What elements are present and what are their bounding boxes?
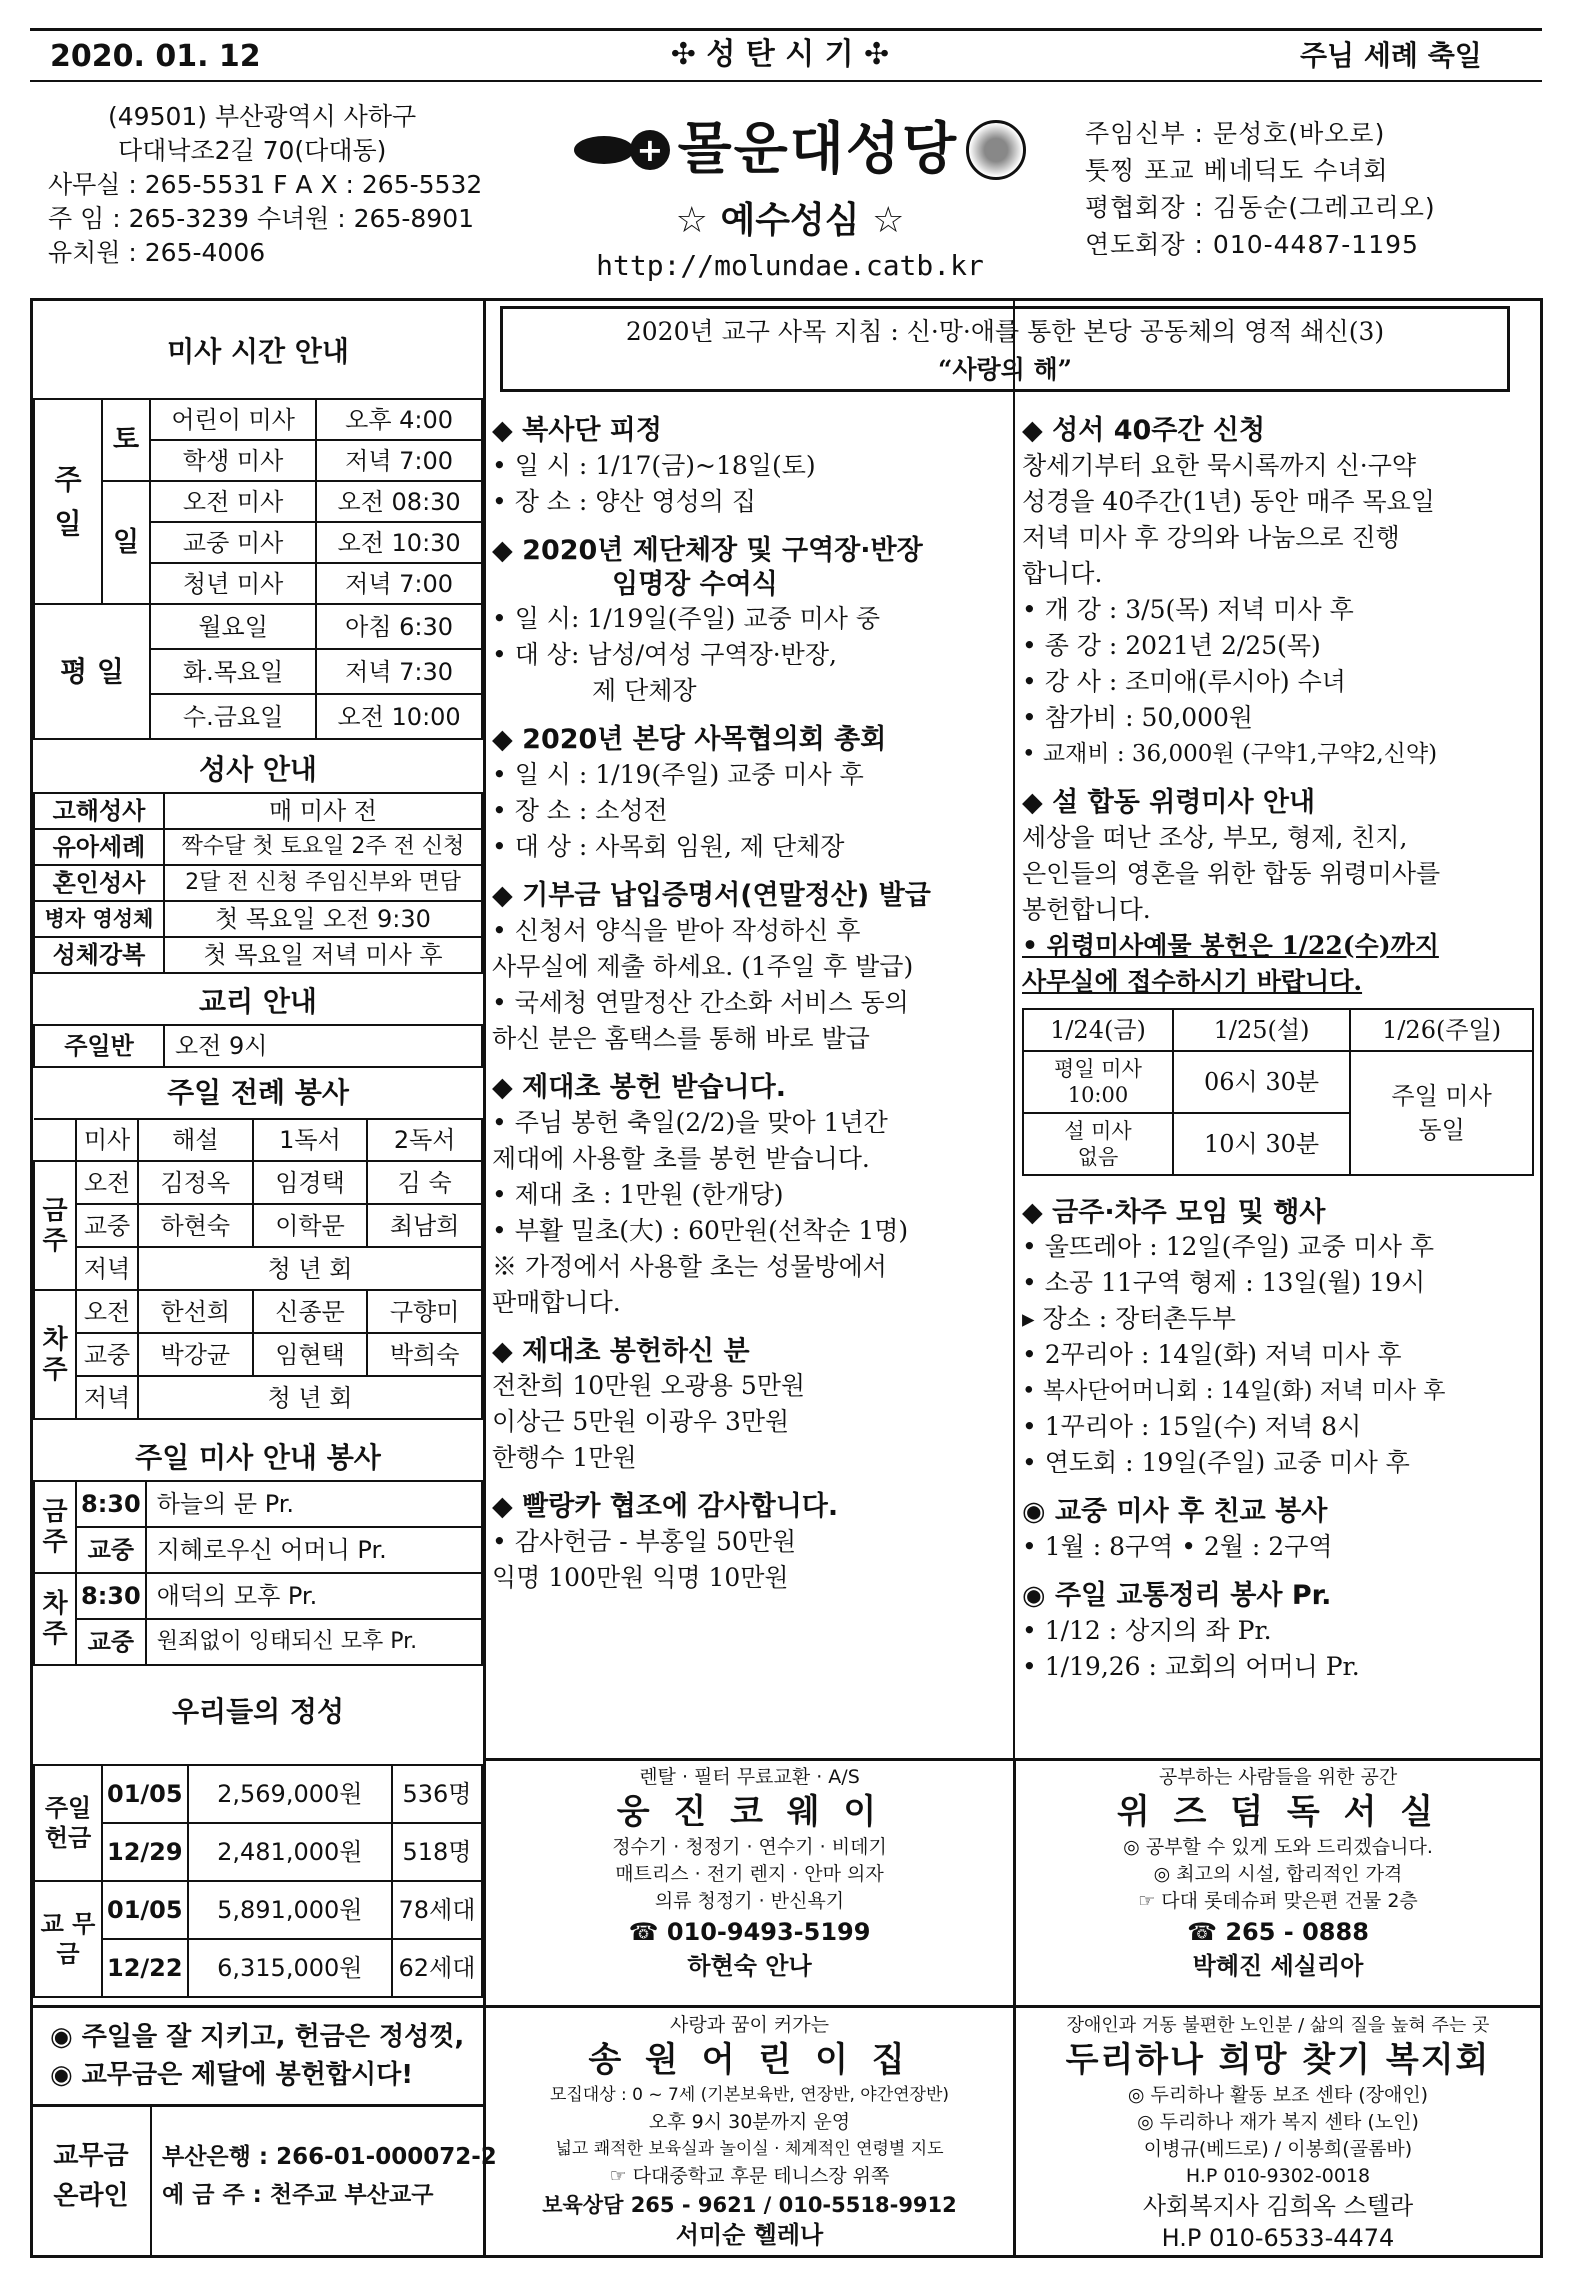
mass-slot: 저녁 xyxy=(76,1247,138,1290)
sacrament-info: 매 미사 전 xyxy=(164,793,482,829)
notice-line: • 참가비 : 50,000원 xyxy=(1022,702,1254,732)
notice-line: • 개 강 : 3/5(목) 저녁 미사 후 xyxy=(1022,594,1354,624)
liturgy-service-title: 주일 전례 봉사 xyxy=(167,1076,349,1109)
ad-line: 넓고 쾌적한 보육실과 놀이실 · 체계적인 연령별 지도 xyxy=(555,2138,944,2159)
ad-line: ◎ 최고의 시설, 합리적인 가격 xyxy=(1153,1862,1403,1885)
sunday-label: 주 일 xyxy=(34,399,102,604)
sacrament-name: 혼인성사 xyxy=(34,865,164,901)
bank-account xyxy=(162,2138,497,2214)
ad-wisdom-study xyxy=(1016,1764,1540,1983)
second-reader: 최남희 xyxy=(367,1204,482,1247)
sacraments-title: 성사 안내 xyxy=(199,753,317,786)
notice-line: • 신청서 양식을 받아 작성하신 후 xyxy=(492,915,861,945)
notice-line: 봉헌합니다. xyxy=(1022,894,1151,924)
ad-line: H.P 010-9302-0018 xyxy=(1185,2164,1371,2187)
second-reader: 구향미 xyxy=(367,1290,482,1333)
schedule-cell: 주일 미사 동일 xyxy=(1350,1051,1533,1175)
bank-account-number: 부산은행 : 266-01-000072-2 xyxy=(162,2144,497,2170)
notice-line: • 국세청 연말정산 간소화 서비스 동의 xyxy=(492,987,909,1017)
notice-line: • 일 시: 1/19일(주일) 교중 미사 중 xyxy=(492,604,880,634)
sacraments-table xyxy=(33,792,483,974)
sacrament-name: 병자 영성체 xyxy=(34,901,164,937)
mass-slot: 8:30 xyxy=(76,1573,146,1619)
ad-line: 정수기 · 청정기 · 연수기 · 비데기 xyxy=(612,1835,887,1858)
mass-guide-table xyxy=(33,1480,483,1666)
col-head: 미사 xyxy=(76,1119,138,1161)
sacrament-info: 첫 목요일 저녁 미사 후 xyxy=(164,937,482,973)
schedule-cell: 설 미사 없음 xyxy=(1023,1113,1173,1175)
notice-line: 제 단체장 xyxy=(592,676,697,706)
mass-slot: 교중 xyxy=(76,1333,138,1376)
offering-amount: 6,315,000원 xyxy=(188,1939,392,1997)
mass-name: 어린이 미사 xyxy=(150,399,316,440)
mass-slot: 교중 xyxy=(76,1527,146,1573)
account-holder: 예 금 주 : 천주교 부산교구 xyxy=(162,2182,434,2208)
cross-icon: + xyxy=(630,130,670,170)
notice-line: • 장 소 : 소성전 xyxy=(492,796,668,825)
pastor-phone: 주 임 : 265-3239 수녀원 : 265-8901 xyxy=(48,204,474,233)
praesidium: 지혜로우신 어머니 Pr. xyxy=(146,1527,482,1573)
offering-amount: 2,569,000원 xyxy=(188,1765,392,1823)
first-reader: 이학문 xyxy=(253,1204,368,1247)
ad-title: 송 원 어 린 이 집 xyxy=(588,2040,911,2080)
schedule-cell: 평일 미사 10:00 xyxy=(1023,1051,1173,1113)
notice-heading: 임명장 수여식 xyxy=(612,568,778,600)
office-phone: 사무실 : 265-5531 F A X : 265-5532 xyxy=(48,170,483,199)
notice-line: 저녁 미사 후 강의와 나눔으로 진행 xyxy=(1022,522,1400,552)
issue-date: 2020. 01. 12 xyxy=(50,39,261,74)
notice-line: • 대 상: 남성/여성 구역장·반장, xyxy=(492,640,837,670)
parish-motto: ☆ 예수성심 ☆ xyxy=(675,200,905,241)
kindergarten-phone: 유치원 : 265-4006 xyxy=(48,238,266,267)
notice-heading: ◆ 기부금 납입증명서(연말정산) 발급 xyxy=(492,880,931,911)
weekday-label: 평 일 xyxy=(34,604,150,739)
notice-line: 이상근 5만원 이광우 3만원 xyxy=(492,1407,790,1437)
mass-time: 오전 08:30 xyxy=(316,481,482,522)
sacrament-info: 짝수달 첫 토요일 2주 전 신청 xyxy=(164,829,482,865)
mass-day: 월요일 xyxy=(150,604,316,649)
ad-contact: 박혜진 세실리아 xyxy=(1192,1951,1364,1980)
notice-heading: ◆ 빨랑카 협조에 감사합니다. xyxy=(492,1491,839,1523)
ad-title: 위 즈 덤 독 서 실 xyxy=(1116,1792,1440,1832)
ad-tagline: 렌탈 · 필터 무료교환 · A/S xyxy=(639,1766,860,1788)
col-head: 2독서 xyxy=(367,1119,482,1161)
first-reader: 신종문 xyxy=(253,1290,368,1333)
parish-name: 몰운대성당 xyxy=(677,117,959,182)
notice-heading: ◆ 2020년 제단체장 및 구역장·반장 xyxy=(492,534,923,566)
notice-heading: ◆ 설 합동 위령미사 안내 xyxy=(1022,786,1316,818)
notice-line: • 일 시 : 1/19(주일) 교중 미사 후 xyxy=(492,760,864,789)
first-reader: 임현택 xyxy=(253,1333,368,1376)
notice-line: • 1꾸리아 : 15일(수) 저녁 8시 xyxy=(1022,1412,1362,1442)
youth-group: 청 년 회 xyxy=(138,1376,482,1419)
notice-line: • 소공 11구역 형제 : 13일(월) 19시 xyxy=(1022,1268,1426,1298)
notice-line: • 복사단어머니회 : 14일(화) 저녁 미사 후 xyxy=(1022,1378,1446,1405)
notices-middle xyxy=(492,414,1007,1596)
notice-line: 제대에 사용할 초를 봉헌 받습니다. xyxy=(492,1143,870,1173)
mass-day: 수.금요일 xyxy=(150,694,316,739)
ad-line: 모집대상 : 0 ~ 7세 (기본보육반, 연장반, 야간연장반) xyxy=(549,2084,950,2105)
online-label xyxy=(36,2136,146,2216)
notice-line: • 1/12 : 상지의 좌 Pr. xyxy=(1022,1615,1272,1645)
sacrament-name: 성체강복 xyxy=(34,937,164,973)
ad-tagline: 장애인과 거동 불편한 노인분 / 삶의 질을 높혀 주는 곳 xyxy=(1066,2015,1490,2036)
offering-date: 01/05 xyxy=(102,1765,188,1823)
parish-staff xyxy=(1085,115,1436,263)
notice-line: 사무실에 제출 하세요. (1주일 후 발급) xyxy=(492,951,914,981)
council-president: 평협회장 : 김동순(그레고리오) xyxy=(1085,193,1436,222)
second-reader: 김 숙 xyxy=(367,1161,482,1204)
notice-line: • 교재비 : 36,000원 (구약1,구약2,신약) xyxy=(1022,740,1438,767)
mass-slot: 저녁 xyxy=(76,1376,138,1419)
ad-contact: 서미순 헬레나 xyxy=(675,2220,824,2249)
col-head: 해설 xyxy=(138,1119,253,1161)
notice-line: • 종 강 : 2021년 2/25(목) xyxy=(1022,630,1321,660)
mass-slot: 교중 xyxy=(76,1619,146,1665)
mass-slot: 교중 xyxy=(76,1204,138,1247)
sunday-offering-label: 주일 헌금 xyxy=(34,1765,102,1881)
ad-line: ◎ 두리하나 재가 복지 센타 (노인) xyxy=(1137,2110,1419,2133)
schedule-date: 1/26(주일) xyxy=(1350,1009,1533,1051)
address-line: 다대낙조2길 70(다대동) xyxy=(118,136,387,165)
ad-line: ◎ 공부할 수 있게 도와 드리겠습니다. xyxy=(1123,1835,1433,1858)
schedule-date: 1/24(금) xyxy=(1023,1009,1173,1051)
catechism-time: 오전 9시 xyxy=(164,1025,482,1067)
schedule-cell: 10시 30분 xyxy=(1173,1113,1350,1175)
next-week-label: 차 주 xyxy=(34,1573,76,1665)
notice-line: 성경을 40주간(1년) 동안 매주 목요일 xyxy=(1022,486,1435,516)
ad-contact: 사회복지사 김희옥 스텔라 xyxy=(1142,2191,1414,2220)
notice-line: • 2꾸리아 : 14일(화) 저녁 미사 후 xyxy=(1022,1340,1402,1370)
ad-coway xyxy=(486,1764,1013,1983)
notice-line: 익명 100만원 익명 10만원 xyxy=(492,1563,789,1592)
ad-phone: ☎ 010-9493-5199 xyxy=(628,1917,871,1946)
mass-times-title: 미사 시간 안내 xyxy=(167,335,349,368)
ad-durihana-welfare xyxy=(1016,2012,1540,2254)
offering-count: 518명 xyxy=(392,1823,482,1881)
mass-name: 오전 미사 xyxy=(150,481,316,522)
notice-line: 은인들의 영혼을 위한 합동 위령미사를 xyxy=(1022,858,1441,888)
mass-times-table xyxy=(33,398,483,740)
appeal-line: ◉ 교무금은 제달에 봉헌합시다! xyxy=(50,2060,414,2090)
this-week-label: 금 주 xyxy=(34,1481,76,1573)
notice-line: • 1월 : 8구역 • 2월 : 2구역 xyxy=(1022,1532,1333,1561)
catechism-class: 주일반 xyxy=(34,1025,164,1067)
liturgical-season: ✣ 성 탄 시 기 ✣ xyxy=(670,37,890,72)
notice-line: • 감사헌금 - 부홍일 50만원 xyxy=(492,1527,797,1556)
sacrament-info: 2달 전 신청 주임신부와 면담 xyxy=(164,865,482,901)
ad-line: 이병규(베드로) / 이봉희(골롬바) xyxy=(1143,2137,1413,2160)
church-emblem-icon xyxy=(966,120,1026,180)
notice-line: ▸ 장소 : 장터촌두부 xyxy=(1022,1304,1236,1334)
notice-emphasis: 사무실에 접수하시기 바랍니다. xyxy=(1022,966,1363,996)
address-line: (49501) 부산광역시 사하구 xyxy=(108,102,417,131)
online-label-line: 교무금 xyxy=(53,2141,129,2171)
mass-slot: 오전 xyxy=(76,1290,138,1333)
guideline-theme: “사랑의 해” xyxy=(937,355,1073,384)
offerings-table xyxy=(33,1764,483,1998)
feast-name: 주님 세례 축일 xyxy=(1300,39,1482,72)
appeal-line: ◉ 주일을 잘 지키고, 헌금은 정성껏, xyxy=(50,2022,465,2052)
mass-slot: 오전 xyxy=(76,1161,138,1204)
first-reader: 임경택 xyxy=(253,1161,368,1204)
praesidium: 원죄없이 잉태되신 모후 Pr. xyxy=(146,1619,482,1665)
notice-line: • 1/19,26 : 교회의 어머니 Pr. xyxy=(1022,1651,1360,1681)
parish-address xyxy=(48,100,482,270)
youth-group: 청 년 회 xyxy=(138,1247,482,1290)
notice-heading: ◆ 2020년 본당 사목협의회 총회 xyxy=(492,724,887,756)
mass-time: 저녁 7:30 xyxy=(316,649,482,694)
notices-right xyxy=(1022,414,1534,1685)
notice-line: • 주님 봉헌 축일(2/2)을 맞아 1년간 xyxy=(492,1107,888,1137)
sacrament-name: 유아세례 xyxy=(34,829,164,865)
notice-line: • 강 사 : 조미애(루시아) 수녀 xyxy=(1022,666,1346,696)
commentator: 김정옥 xyxy=(138,1161,253,1204)
offering-count: 536명 xyxy=(392,1765,482,1823)
ad-line: 의류 청정기 · 반신욕기 xyxy=(654,1889,845,1912)
notice-line: 세상을 떠난 조상, 부모, 형제, 친지, xyxy=(1022,822,1408,852)
commentator: 한선희 xyxy=(138,1290,253,1333)
schedule-cell: 06시 30분 xyxy=(1173,1051,1350,1113)
liturgy-service-table xyxy=(33,1118,483,1420)
notice-line: 한행수 1만원 xyxy=(492,1443,637,1473)
notice-heading: ◉ 교중 미사 후 친교 봉사 xyxy=(1022,1496,1328,1528)
notice-heading: ◆ 복사단 피정 xyxy=(492,415,662,446)
ad-line: 오후 9시 30분까지 운영 xyxy=(648,2110,851,2133)
convent-name: 툿찡 포교 베네딕도 수녀회 xyxy=(1085,156,1389,185)
saturday-label: 토 xyxy=(102,399,150,481)
offering-date: 12/29 xyxy=(102,1823,188,1881)
praesidium: 하늘의 문 Pr. xyxy=(146,1481,482,1527)
ad-line: ☞ 다대중학교 후문 테니스장 위쪽 xyxy=(609,2164,890,2187)
offering-date: 12/22 xyxy=(102,1939,188,1997)
memorial-schedule-table xyxy=(1022,1008,1534,1176)
praesidium: 애덕의 모후 Pr. xyxy=(146,1573,482,1619)
ad-line: ☞ 다대 롯데슈퍼 맞은편 건물 2층 xyxy=(1138,1889,1418,1912)
notice-line: • 장 소 : 양산 영성의 집 xyxy=(492,486,757,516)
parish-dues-label: 교 무 금 xyxy=(34,1881,102,1997)
notice-line: 하신 분은 홈택스를 통해 바로 발급 xyxy=(492,1023,870,1053)
schedule-date: 1/25(설) xyxy=(1173,1009,1350,1051)
notice-heading: ◆ 성서 40주간 신청 xyxy=(1022,415,1266,446)
ad-songwon-daycare xyxy=(486,2012,1013,2250)
ad-tagline: 사랑과 꿈이 커가는 xyxy=(670,2014,829,2036)
this-week-label: 금 주 xyxy=(34,1161,76,1290)
sacrament-info: 첫 목요일 오전 9:30 xyxy=(164,901,482,937)
catechism-table xyxy=(33,1024,483,1068)
second-reader: 박희숙 xyxy=(367,1333,482,1376)
ad-line: 매트리스 · 전기 렌지 · 안마 의자 xyxy=(615,1862,884,1885)
notice-heading: ◆ 제대초 봉헌하신 분 xyxy=(492,1335,750,1367)
catechism-title: 교리 안내 xyxy=(199,985,317,1018)
offering-date: 01/05 xyxy=(102,1881,188,1939)
mass-time: 저녁 7:00 xyxy=(316,440,482,481)
pastoral-guideline-banner xyxy=(500,306,1510,392)
notice-line: • 일 시 : 1/17(금)~18일(토) xyxy=(492,450,816,480)
mass-time: 아침 6:30 xyxy=(316,604,482,649)
ad-phone: 보육상담 265 - 9621 / 010-5518-9912 xyxy=(542,2192,957,2217)
mass-time: 오전 10:30 xyxy=(316,522,482,563)
offering-amount: 2,481,000원 xyxy=(188,1823,392,1881)
notice-line: 창세기부터 요한 묵시록까지 신·구약 xyxy=(1022,450,1417,480)
ad-contact: 하현숙 안나 xyxy=(687,1951,812,1980)
next-week-label: 차 주 xyxy=(34,1290,76,1419)
mass-time: 저녁 7:00 xyxy=(316,563,482,604)
offerings-title: 우리들의 정성 xyxy=(171,1695,345,1728)
notice-line: • 대 상 : 사목회 임원, 제 단체장 xyxy=(492,832,845,861)
prayer-group-phone: 연도회장 : 010-4487-1195 xyxy=(1085,230,1419,259)
mass-name: 청년 미사 xyxy=(150,563,316,604)
wave-icon xyxy=(574,136,634,164)
notice-line: 합니다. xyxy=(1022,558,1103,588)
online-label-line: 온라인 xyxy=(53,2181,129,2211)
mass-slot: 8:30 xyxy=(76,1481,146,1527)
mass-day: 화.목요일 xyxy=(150,649,316,694)
mass-name: 교중 미사 xyxy=(150,522,316,563)
sacrament-name: 고해성사 xyxy=(34,793,164,829)
mass-guide-title: 주일 미사 안내 봉사 xyxy=(135,1441,381,1474)
col-head: 1독서 xyxy=(253,1119,368,1161)
notice-line: ※ 가정에서 사용할 초는 성물방에서 xyxy=(492,1251,887,1281)
notice-line: 판매합니다. xyxy=(492,1287,621,1317)
parish-logo xyxy=(560,115,1040,185)
commentator: 박강균 xyxy=(138,1333,253,1376)
offering-count: 78세대 xyxy=(392,1881,482,1939)
mass-name: 학생 미사 xyxy=(150,440,316,481)
notice-heading: ◆ 제대초 봉헌 받습니다. xyxy=(492,1071,786,1103)
notice-line: • 부활 밀초(大) : 60만원(선착순 1명) xyxy=(492,1215,909,1245)
offering-appeal xyxy=(50,2018,464,2094)
sunday-day-label: 일 xyxy=(102,481,150,604)
notice-heading: ◆ 금주·차주 모임 및 행사 xyxy=(1022,1196,1326,1228)
offering-count: 62세대 xyxy=(392,1939,482,1997)
ad-tagline: 공부하는 사람들을 위한 공간 xyxy=(1158,1766,1398,1788)
mass-time: 오전 10:00 xyxy=(316,694,482,739)
commentator: 하현숙 xyxy=(138,1204,253,1247)
guideline-text: 2020년 교구 사목 지침 : 신·망·애를 통한 본당 공동체의 영적 쇄신(3) xyxy=(625,317,1385,346)
parish-url[interactable]: http://molundae.catb.kr xyxy=(596,249,984,282)
pastor-name: 주임신부 : 문성호(바오로) xyxy=(1085,119,1386,148)
notice-emphasis: • 위령미사예물 봉헌은 1/22(수)까지 xyxy=(1022,930,1439,960)
ad-line: ◎ 두리하나 활동 보조 센타 (장애인) xyxy=(1127,2083,1429,2106)
ad-title: 두리하나 희망 찾기 복지회 xyxy=(1065,2040,1491,2080)
notice-line: • 연도회 : 19일(주일) 교중 미사 후 xyxy=(1022,1448,1410,1478)
mass-time: 오후 4:00 xyxy=(316,399,482,440)
offering-amount: 5,891,000원 xyxy=(188,1881,392,1939)
ad-phone: ☎ 265 - 0888 xyxy=(1187,1917,1369,1946)
notice-line: • 제대 초 : 1만원 (한개당) xyxy=(492,1179,784,1209)
ad-title: 웅 진 코 웨 이 xyxy=(616,1792,883,1832)
notice-line: • 울뜨레아 : 12일(주일) 교중 미사 후 xyxy=(1022,1232,1434,1262)
notice-heading: ◉ 주일 교통정리 봉사 Pr. xyxy=(1022,1580,1332,1611)
notice-line: 전찬희 10만원 오광용 5만원 xyxy=(492,1371,806,1401)
ad-phone: H.P 010-6533-4474 xyxy=(1161,2223,1395,2252)
